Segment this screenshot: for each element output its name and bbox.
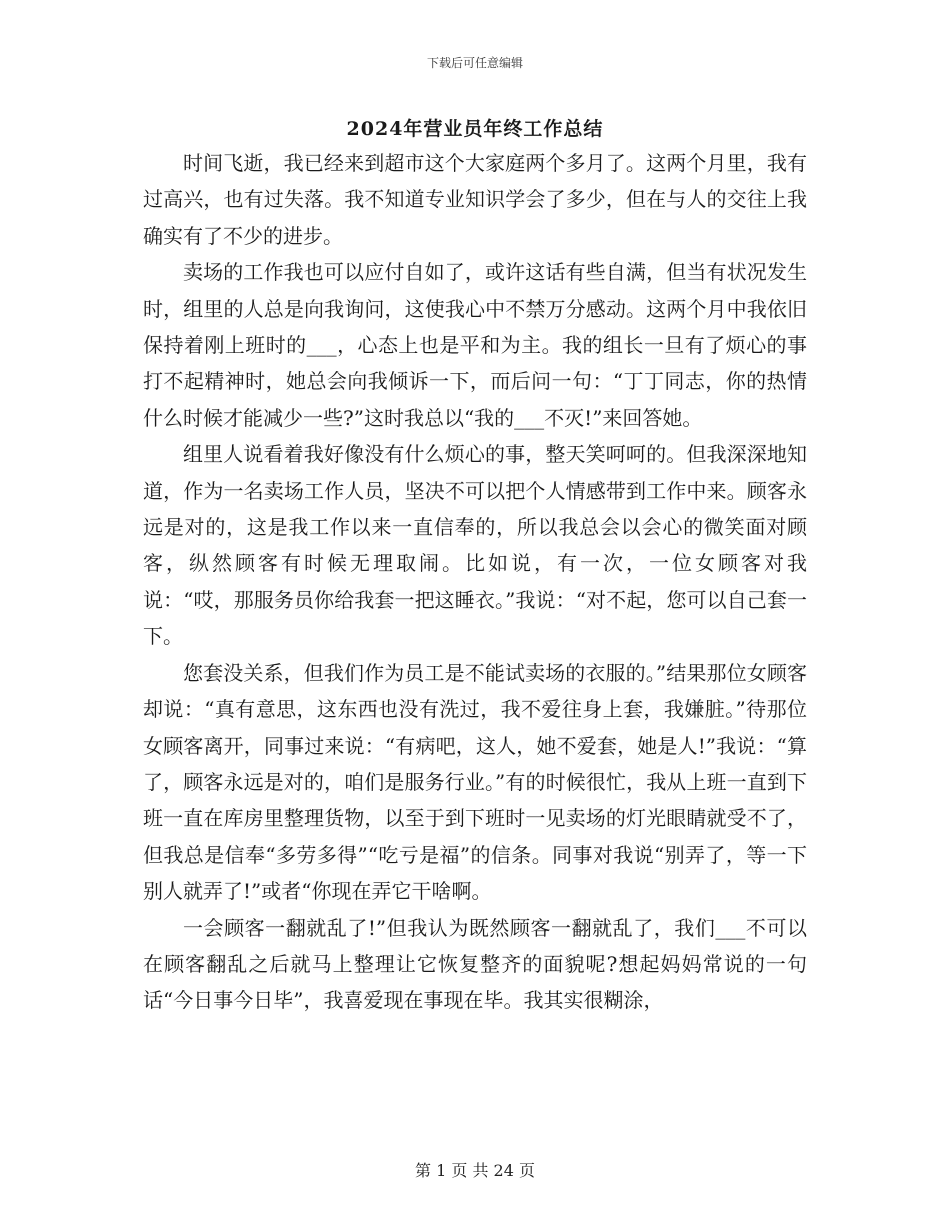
- paragraph: 时间飞逝，我已经来到超市这个大家庭两个多月了。这两个月里，我有过高兴，也有过失落。我不知道专业知识学会了多少，但在与人的交往上我确实有了不少的进步。: [143, 151, 807, 248]
- paragraph: 一会顾客一翻就乱了!”但我认为既然顾客一翻就乱了，我们___不可以在顾客翻乱之后就马上整理让它恢复整齐的面貌呢?想起妈妈常说的一句话“今日事今日毕”，我喜爱现在事现在毕。我其实很糊涂，: [143, 915, 807, 1013]
- paragraph: 组里人说看着我好像没有什么烦心的事，整天笑呵呵的。但我深深地知道，作为一名卖场工作人员，坚决不可以把个人情感带到工作中来。顾客永远是对的，这是我工作以来一直信奉的，所以我总会以会心的微笑面对顾客，纵然顾客有时候无理取闹。比如说，有一次，一位女顾客对我说：“哎，那服务员你给我套一把这睡衣。”我说：“对不起，您可以自己套一下。: [143, 442, 807, 649]
- document-title: 2024年营业员年终工作总结: [346, 118, 604, 140]
- page-header-note: 下载后可任意编辑: [426, 56, 523, 70]
- page-number: 第 1 页 共 24 页: [415, 1161, 535, 1180]
- paragraph: 您套没关系，但我们作为员工是不能试卖场的衣服的。”结果那位女顾客却说：“真有意思，这东西也没有洗过，我不爱往身上套，我嫌脏。”待那位女顾客离开，同事过来说：“有病吧，这人，她不爱套，她是人!”我说：“算了，顾客永远是对的，咱们是服务行业。”有的时候很忙，我从上班一直到下班一直在库房里整理货物，以至于到下班时一见卖场的灯光眼睛就受不了，但我总是信奉“多劳多得”“吃亏是福”的信条。同事对我说“别弄了，等一下别人就弄了!”或者“你现在弄它干啥啊。: [143, 660, 807, 904]
- document-body: [143, 145, 807, 1019]
- paragraph: 卖场的工作我也可以应付自如了，或许这话有些自满，但当有状况发生时，组里的人总是向我询问，这使我心中不禁万分感动。这两个月中我依旧保持着刚上班时的___，心态上也是平和为主。我的组长一旦有了烦心的事打不起精神时，她总会向我倾诉一下，而后问一句：“丁丁同志，你的热情什么时候才能减少一些?”这时我总以“我的___不灭!”来回答她。: [143, 260, 807, 430]
